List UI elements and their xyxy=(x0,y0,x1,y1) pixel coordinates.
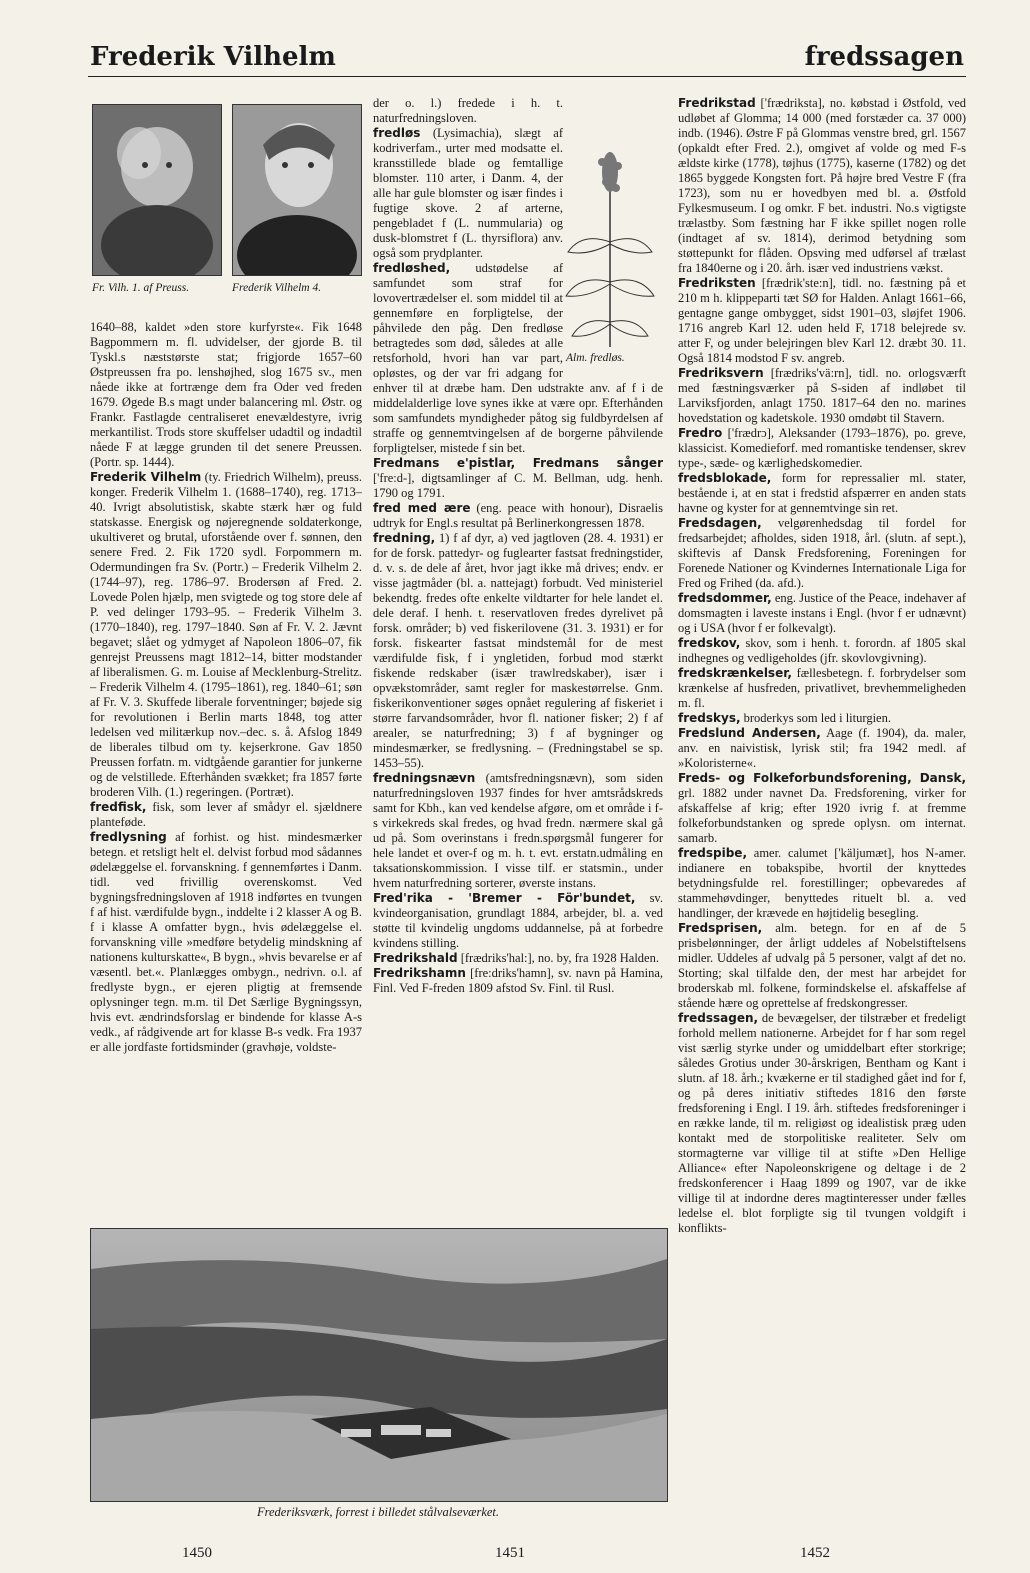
entry: fred med ære (eng. peace with honour), Disraelis udtryk for Engl.s resultat på Berlinerkongressen 1878. xyxy=(373,501,663,530)
entry: fredskrænkelser, fællesbetegn. f. forbrydelser som krænkelse af husfreden, privatlivet, brevhemmeligheden m. fl. xyxy=(678,666,966,710)
header-rule xyxy=(88,76,966,77)
entry: Fredrikstad ['frædriksta], no. købstad i Østfold, ved udløbet af Glomma; 14 000 (med forstæder ca. 37 000) indb. (1946). Østre F på Glommas venstre bred, grl. 1567 (opkaldt efter Fred. 2.), omgivet af volde og med F-s ældste kirke (1778), tøjhus (1775), kaserne (1782) og det 1865 byggede Kongsten fort. På højre bred Vestre F (fra 1723), som nu er hovedbyen med bl. a. Østfold Fylkesmuseum. I og omkr. F bet. industri. No.s vigtigste trælastby. Som fæstning har F ikke spillet nogen rolle (indtaget af sv. 1814), derimod betydning som støttepunkt for flåden. Opsving med udførsel af trælast fra 1840erne og i 20. årh. især ved industriens vækst. xyxy=(678,96,966,275)
portraits xyxy=(90,104,362,304)
entry: Fred'rika - 'Bremer - För'bundet, sv. kvindeorganisation, grundlagt 1884, arbejder, bl. a. ved støtte til kvindelig ungdoms uddannelse, på at forbedre kvindens stilling. xyxy=(373,891,663,950)
aerial-photo-frederiksvaerk xyxy=(90,1228,668,1502)
page-number-right: 1452 xyxy=(800,1545,830,1561)
portrait-frederik-vilhelm-1 xyxy=(92,104,222,276)
entry: fredningsnævn (amtsfredningsnævn), som siden naturfredningsloven 1937 findes for hver amtsrådskreds samt for Kbh., kan ved kendelse afgøre, om et område i f-s virkekreds skal fredes, og hvad fredn. nærmere skal gå ud på. Som overinstans i fredn.spørgsmål fungerer for hele landet et over-f og m. h. t. evt. erstatn.udmåling en taksationskommission. I visse tilf. er statsmin., under hvem naturfredning sorterer, øverste instans. xyxy=(373,771,663,890)
plant-caption: Alm. fredløs. xyxy=(566,352,625,364)
entry: fredssagen, de bevægelser, der tilstræber et fredeligt forhold mellem nationerne. Arbejdet for f har som regel vist særlig styrke under og umiddelbart efter storkrige; således Grotius under 30-årskrigen, Bentham og Kant i slutn. af 18. årh.; kvækerne er til stadighed gået ind for f, og på deres initiativ stiftedes 1816 den første fredsforening i Engl. I 19. årh. stiftedes fredsforeninger i en række lande, til m. religiøst og idealistisk præg uden kontakt med de storpolitiske realiteter. Selv om stormagterne var villige til at stifte »Den Hellige Alliance« efter Napoleonskrigene og deltage i de 2 fredskonferencer i Haag 1899 og 1907, var de ikke villige til at indordne deres magtinteresser under fælles ledelse el. blot forpligte sig til tvungen voldgift i konflikts- xyxy=(678,1011,966,1235)
portrait-frederik-vilhelm-4 xyxy=(232,104,362,276)
column-1 xyxy=(90,320,362,1225)
entry: Fredmans e'pistlar, Fredmans sånger ['fre:d-], digtsamlinger af C. M. Bellman, udg. henh. 1790 og 1791. xyxy=(373,456,663,500)
entry: Freds- og Folkeforbundsforening, Dansk, grl. 1882 under navnet Da. Fredsforening, virker for afskaffelse af krig; efter 1920 ivrig f. at fremme folkeforbundstanken og sprede oplysn. om internat. samarb. xyxy=(678,771,966,845)
plant-illustration xyxy=(562,132,658,352)
header-right-title: fredssagen xyxy=(804,42,964,72)
entry: fredsdommer, eng. Justice of the Peace, indehaver af domsmagten i laveste instans i Engl. (hvor f er udnævnt) og i USA (hvor f er folkevalgt). xyxy=(678,591,966,635)
entry: fredløs (Lysimachia), slægt af kodriverfam., urter med modsatte el. kransstillede blade og femtallige blomster. 110 arter, i Danm. 4, der alle har gule blomster og især findes i fugtige skove. 2 af arterne, pengebladet f (L. nummularia) og dusk-blomstret f (L. thyrsiflora) anv. også som prydplanter. xyxy=(373,126,563,260)
entry: der o. l.) fredede i h. t. naturfredningsloven. xyxy=(373,96,563,125)
entry: fredfisk, fisk, som lever af smådyr el. sjældnere planteføde. xyxy=(90,800,362,829)
page-number-left: 1450 xyxy=(182,1545,212,1561)
portrait-caption-left: Fr. Vilh. 1. af Preuss. xyxy=(92,282,190,294)
entry: fredskov, skov, som i henh. t. forordn. af 1805 skal indhegnes og vedligeholdes (jfr. skovlovgivning). xyxy=(678,636,966,665)
entry: fredskys, broderkys som led i liturgien. xyxy=(678,711,891,725)
entry: fredspibe, amer. calumet ['käljumæt], hos N-amer. indianere en tobakspibe, hvortil der knyttedes betydningsfulde rel. forestillinger; opbevaredes af stammehøvdinger, benyttedes rituelt bl. a. ved handlinger, der krævede en højtidelig besegling. xyxy=(678,846,966,920)
photo-caption: Frederiksværk, forrest i billedet stålvalseværket. xyxy=(256,1505,500,1519)
portrait-caption-right: Frederik Vilhelm 4. xyxy=(232,282,322,294)
entry: 1640–88, kaldet »den store kurfyrste«. Fik 1648 Bagpommern m. fl. udvidelser, der gjorde B. til Tyskl.s næststørste stat; frigjorde 1657–60 Østpreussen fra po. lenshøjhed, slog 1675 sv., men nåede ikke at fortrænge dem fra Oder ved freden 1679. Øgede B.s magt under balancering ml. Østr. og Frankr. Fastlagde centraliseret enevældestyre, ivrig merkantilist. Trods store skuffelser udadtil og indadtil nåede F at lægge grunden til det senere Preussen. (Portr. sp. 1444). xyxy=(90,320,362,469)
entry: fredlysning af forhist. og hist. mindesmærker betegn. et retsligt helt el. delvist forbud mod sådannes ødelæggelse el. forvanskning. f gennemførtes i Danm. tidl. ved frivillig overenskomst. Ved bygningsfredningsloven af 1918 indførtes en tvungen f af hist. værdifulde bygn., inddelte i 2 klasser A og B. f i klasse A omfatter bygn., hvis ødelæggelse el. forvanskning ville »medføre betydelig mindskning af nationens kulturskatte«, B bygn., »hvis bevarelse er af væsentl. bet.«. Planlægges ombygn., nedrivn. o.l. af fredlyste bygn., er ejeren pligtig at fremsende oplysninger tegn. m.m. til Det Særlige Bygningssyn, hvis evt. ændrindsforslag er bindende for klasse A-s vedk., af rådgivende art for klasse B-s vedk. Fra 1937 er alle jordfaste fortidsminder (gravhøje, voldste- xyxy=(90,830,362,1054)
column-3 xyxy=(678,96,966,1516)
entry: fredsblokade, form for repressalier ml. stater, bestående i, at en stat i fredstid afspærrer en anden stats havne og kyster for at gennemtvinge sin ret. xyxy=(678,471,966,515)
entry: Fredslund Andersen, Aage (f. 1904), da. maler, anv. en naivistisk, lyrisk stil; fra 1942 medl. af »Koloristerne«. xyxy=(678,726,966,770)
entry: Frederik Vilhelm (ty. Friedrich Wilhelm), preuss. konger. Frederik Vilhelm 1. (1688–1740), reg. 1713–40. Ivrigt absolutistisk, skabte stærk hær og fuld statskasse. Energisk og nøjeregnende soldaterkonge, ukultiveret og brutal, uforstående over f. sønnen, den senere Fred. 2. Fik 1720 sydl. Forpommern m. Odermundingen fra Sv. (Portr.) – Frederik Vilhelm 2. (1744–97), reg. 1786–97. Brodersøn af Fred. 2. Lovede Polen hjælp, men svigtede og tog store dele af P. ved delinger 1793–95. – Frederik Vilhelm 3. (1770–1840), reg. 1797–1840. Søn af Fr. V. 2. Jævnt begavet; slået og ydmyget af Napoleon 1806–07, fik genrejst Preussens magt 1812–14, bitter modstander af liberalismen. G. m. Louise af Mecklenburg-Strelitz. – Frederik Vilhelm 4. (1795–1861), reg. 1840–61; søn af Fr. V. 3. Skuffede liberale forventninger; bøjede sig for revolutionen i Berlin marts 1848, tog atter ledelsen ved militærkup nov.–dec. s. å. Afslog 1849 de liberales tilbud om ty. kejserkrone. Gav 1850 Preussen forfatn. m. vidtgående garantier for junkerne og de velstillede. Efterhånden svækket; fra 1857 førte broderen Vilh. (1.) regeringen. (Portræt). xyxy=(90,470,362,799)
entry: Fredro ['frædrɔ], Aleksander (1793–1876), po. greve, klassicist. Komedieforf. med romantiske tendenser, skrev type-, sæde- og kærlighedskomedier. xyxy=(678,426,966,470)
entry: fredning, 1) f af dyr, a) ved jagtloven (28. 4. 1931) er for de forsk. pattedyr- og fuglearter fastsat fredningstider, d. v. s. de dele af året, hvor jagt ikke må drives; endv. er visse jagtmåder (bl. a. nattejagt) forbudt. Ved ministeriel bekendtg. fredes ofte enkelte vildtarter for hele landet el. dele deraf. I henh. t. reservatloven fredes dyrelivet på forsk. områder; b) ved fiskerilovene (31. 3. 1931) er for forsk. fiskearter fastsat mindstemål for de mest værdifulde fisk, f i yngletiden, forbud mod stærkt fiskende redskaber (især trawlredskaber), især i opvækstområder, samt regler for maskestørrelse. Gnm. fiskerikonventioner søges opnået regulering af fiskeriet i større farvandsområder, hvor fl. nationer fisker; 2) f af arealer, se naturfredning; 3) f af bygninger og mindesmærker, se fredlysning. – (Fredningstabel se sp. 1453–55). xyxy=(373,531,663,770)
header-left-title: Frederik Vilhelm xyxy=(90,42,336,72)
entry: fredløshed, udstødelse af samfundet som straf for lovovertrædelser el. som middel til at gennemføre en forpligtelse, der påhvilede den påg. Den fredløse betragtedes som død, således at alle retsforhold, hvori han var part, opløstes, og der var fri adgang for enhver til at dræbe ham. Den udstrakte anv. af f i de middelalderlige love synes ikke at være opr. Efterhånden som samfundets myndigheder påtog sig fuldbyrdelsen af straffe og gennemtvingelsen af de borgerne påhvilende forpligtelser, mistede f sin bet. xyxy=(373,261,663,455)
page-number-center: 1451 xyxy=(495,1545,525,1561)
entry: Fredriksten [frædrik'ste:n], tidl. no. fæstning på et 210 m h. klippeparti tæt SØ for Halden. Anlagt 1661–66, gentagne gange ombygget, sidst 1901–03, sløjfet 1906. 1716 angreb Karl 12. uden held F, 1718 belejrede sv. atter F, og under belejringen blev Karl 12. dræbt 30. 11. Også 1814 modstod F sv. angreb. xyxy=(678,276,966,365)
entry: Fredrikshald [frædriks'hal:], no. by, fra 1928 Halden. xyxy=(373,951,659,965)
entry: Fredsprisen, alm. betegn. for en af de 5 prisbelønninger, der årligt uddeles af Nobelstiftelsens midler. Uddeles af udvalg på 5 personer, valgt af det no. Storting; skal tilfalde den, der mest har arbejdet for broderskab ml. folkene, formindskelse el. afskaffelse af stående hære og oprettelse af fredskongresser. xyxy=(678,921,966,1010)
entry: Fredrikshamn [fre:driks'hamn], sv. navn på Hamina, Finl. Ved F-freden 1809 afstod Sv. Finl. til Rusl. xyxy=(373,966,663,995)
page-header xyxy=(0,0,1030,80)
entry: Fredsdagen, velgørenhedsdag til fordel for fredsarbejdet; afholdes, siden 1918, årl. (slutn. af sept.), skiftevis af Dansk Fredsforening, Foreningen for Forenede Nationer og Kvindernes Internationale Liga for Fred og Frihed (da. afd.). xyxy=(678,516,966,590)
entry: Fredriksvern [frædriks'vä:rn], tidl. no. orlogsværft med fæstningsværker på S-siden af indløbet til Larviksfjorden, anlagt 1750. 1817–64 den no. marines hovedstation og kadetskole. 1930 omdøbt til Stavern. xyxy=(678,366,966,425)
